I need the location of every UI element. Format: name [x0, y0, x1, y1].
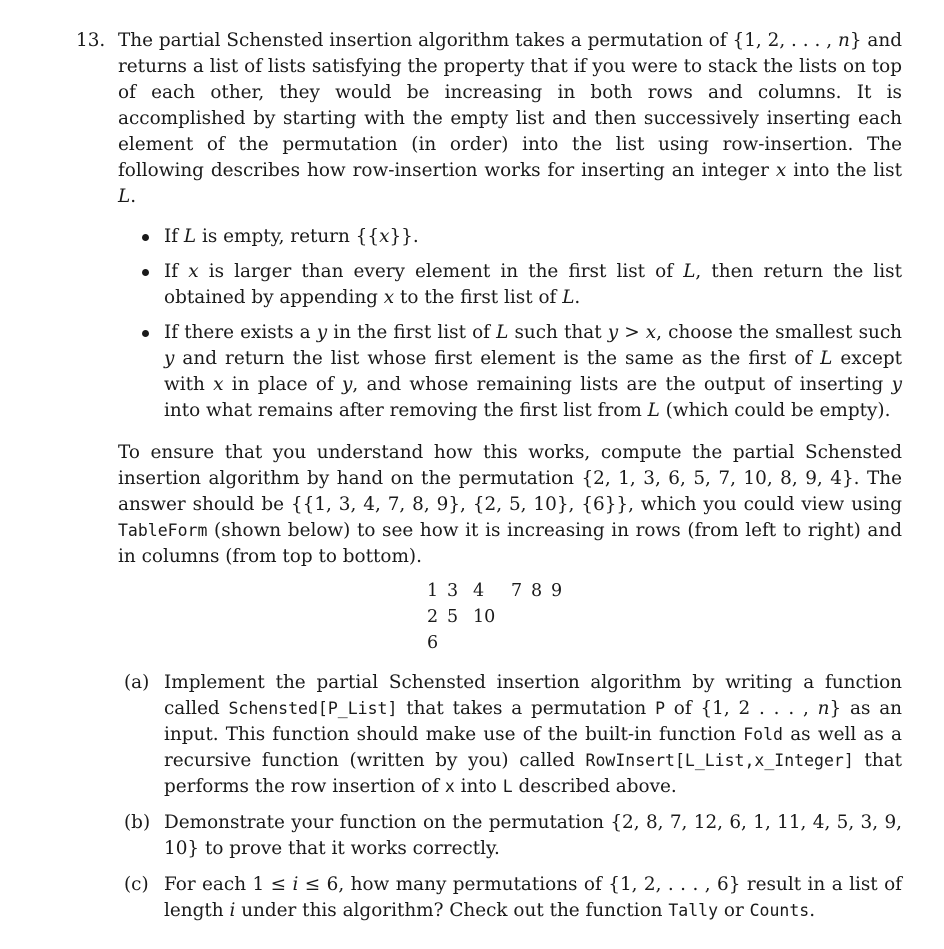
code-text: TableForm	[118, 521, 208, 540]
math-variable: L	[496, 322, 509, 343]
part-item	[124, 810, 902, 862]
table-cell: 10	[473, 607, 496, 627]
problem-number: 13.	[76, 30, 106, 51]
math-variable: y	[164, 348, 175, 369]
part-label: (c)	[124, 874, 149, 895]
text-segment: Demonstrate your function on the permutation {2, 8, 7, 12, 6, 1, 11, 4, 5, 3, 9, 10} to prove that it works correctly.	[164, 812, 902, 859]
table-cell: 3	[447, 581, 459, 601]
problem-parts	[76, 670, 902, 924]
part-item	[124, 872, 902, 924]
math-variable: L	[118, 186, 131, 207]
rule-text	[164, 261, 902, 308]
text-segment: .	[574, 287, 581, 308]
text-segment: , and whose remaining lists are the output of inserting	[352, 374, 892, 395]
part-item	[124, 670, 903, 800]
text-segment: into the list	[786, 160, 902, 181]
math-variable: y	[891, 374, 902, 395]
table-cell: 6	[427, 633, 439, 653]
code-text: Tally	[668, 901, 719, 920]
text-segment: of {1, 2 . . . ,	[665, 698, 818, 719]
text-segment: or	[718, 900, 750, 921]
math-variable: i	[229, 900, 236, 921]
rule-text	[164, 322, 902, 421]
text-segment: (shown below) to see how it is increasing in rows (from left to right) and in columns (from top to bottom).	[118, 520, 902, 567]
text-segment: , then return the list obtained by appending	[164, 261, 903, 308]
table-cell: 2	[427, 607, 439, 627]
part-label: (b)	[124, 812, 151, 833]
text-segment: into what remains after removing the first list from	[164, 400, 648, 421]
text-segment: into	[454, 776, 503, 797]
text-segment: except with	[164, 348, 903, 395]
part-text	[164, 672, 902, 797]
bullet-icon	[142, 234, 149, 241]
text-segment: in place of	[223, 374, 343, 395]
row-insertion-rules	[76, 224, 902, 424]
math-variable: x	[379, 226, 390, 247]
text-segment: that takes a permutation	[397, 698, 656, 719]
table-cell: 4	[473, 581, 485, 601]
problem-intro	[118, 28, 902, 210]
problem-13	[76, 28, 902, 934]
rule-text	[164, 226, 419, 247]
table-cell: 9	[551, 581, 563, 601]
math-variable: x	[213, 374, 224, 395]
math-variable: n	[837, 30, 850, 51]
table-cell: 8	[531, 581, 543, 601]
table-cell: 5	[447, 607, 459, 627]
table-row	[427, 630, 902, 656]
code-text: Fold	[743, 725, 783, 744]
table-cell: 1	[427, 581, 439, 601]
code-text: L	[502, 777, 513, 796]
math-variable: x	[188, 261, 199, 282]
text-segment: }}.	[389, 226, 419, 247]
math-variable: L	[820, 348, 833, 369]
text-segment: is larger than every element in the first list of	[198, 261, 684, 282]
text-segment: described above.	[512, 776, 677, 797]
math-variable: i	[292, 874, 299, 895]
math-variable: y	[316, 322, 328, 343]
table-cell: 7	[511, 581, 523, 601]
code-text: P	[655, 699, 665, 718]
text-segment: that performs the row insertion of	[164, 750, 903, 797]
part-text	[164, 812, 902, 859]
text-segment: } and returns a list of lists satisfying the property that if you were to stack the lists on top of each other, they would be increasing in both rows and columns. It is accomplished by starting with the empty list and then successively inserting each element of the permutation (in order) into the list using row-insertion. The following describes how row-insertion works for inserting an integer	[118, 30, 902, 181]
code-text: Counts	[749, 901, 810, 920]
math-variable: x	[383, 287, 395, 308]
text-segment: For each 1 ≤	[164, 874, 293, 895]
code-text: RowInsert[L_List,x_Integer]	[585, 751, 854, 770]
math-variable: y	[342, 374, 353, 395]
table-row	[427, 604, 902, 630]
text-segment: } as an input. This function should make use of the built-in function	[164, 698, 903, 745]
text-segment: and return the list whose first element is the same as the first of	[174, 348, 821, 369]
text-segment: to the first list of	[394, 287, 563, 308]
math-variable: L	[183, 226, 197, 247]
math-variable: x	[645, 322, 657, 343]
table-form	[427, 578, 902, 656]
text-segment: If	[164, 226, 184, 247]
rule-item	[164, 259, 902, 311]
bullet-icon	[142, 269, 149, 276]
text-segment: is empty, return {{	[196, 226, 380, 247]
text-segment: , choose the smallest such	[656, 322, 902, 343]
math-variable: L	[647, 400, 660, 421]
code-text: x	[444, 777, 455, 796]
math-variable: L	[562, 287, 575, 308]
text-segment: If there exists a	[164, 322, 317, 343]
text-segment: ≤ 6, how many permutations of {1, 2, . . . , 6} result in a list of length	[164, 874, 902, 921]
text-segment: such that	[508, 322, 608, 343]
text-segment: .	[809, 900, 816, 921]
text-segment: under this algorithm? Check out the function	[235, 900, 669, 921]
math-variable: y	[607, 322, 619, 343]
part-text	[164, 874, 902, 921]
rule-item	[164, 224, 902, 250]
bullet-icon	[142, 330, 149, 337]
code-text: Schensted[P_List]	[228, 699, 398, 718]
table-row	[427, 578, 902, 604]
text-segment: (which could be empty).	[659, 400, 891, 421]
math-variable: x	[775, 160, 787, 181]
math-variable: L	[683, 261, 696, 282]
explanation-paragraph	[118, 440, 902, 570]
text-segment: .	[130, 186, 137, 207]
text-segment: >	[618, 322, 646, 343]
text-segment: Implement the partial Schensted insertion algorithm by writing a function called	[164, 672, 902, 719]
text-segment: The partial Schensted insertion algorithm takes a permutation of {1, 2, . . . ,	[118, 30, 838, 51]
text-segment: in the first list of	[327, 322, 497, 343]
text-segment: as well as a recursive function (written by you) called	[164, 724, 903, 771]
part-label: (a)	[124, 672, 150, 693]
text-segment: To ensure that you understand how this works, compute the partial Schensted insertion algorithm by hand on the permutation {2, 1, 3, 6, 5, 7, 10, 8, 9, 4}. The answer should be {{1, 3, 4, 7, 8, 9}, {2, 5, 10}, {6}}, which you could view using	[118, 442, 902, 515]
math-variable: n	[817, 698, 830, 719]
text-segment: If	[164, 261, 189, 282]
rule-item	[164, 320, 902, 424]
